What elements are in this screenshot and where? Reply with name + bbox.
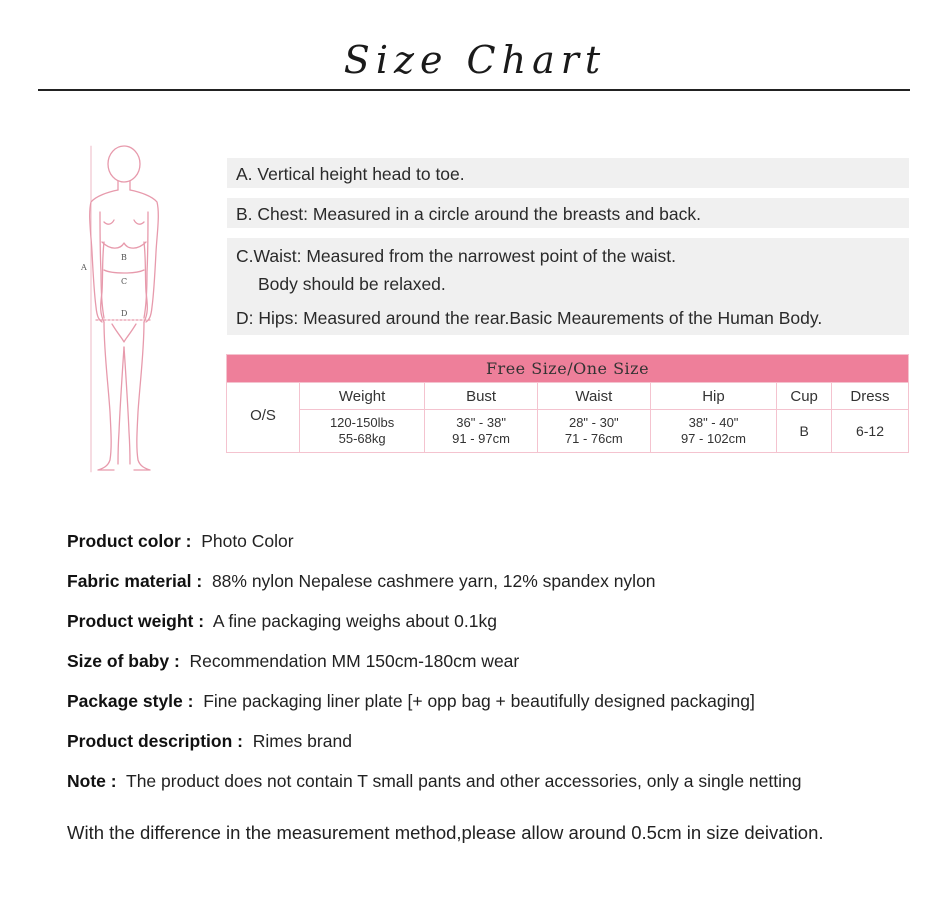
spec-package-style	[67, 691, 755, 712]
cell-dress: 6-12	[831, 410, 908, 453]
spec-label: Product weight :	[67, 611, 205, 631]
spec-size-of-baby	[67, 651, 519, 672]
desc-c-text: C.Waist: Measured from the narrowest point of the waist.	[236, 246, 676, 266]
spec-value: Rimes brand	[252, 731, 352, 751]
spec-label: Fabric material :	[67, 571, 203, 591]
col-header-weight: Weight	[300, 383, 425, 410]
col-header-cup: Cup	[777, 383, 832, 410]
spec-fabric-material	[67, 571, 656, 592]
size-row-label: O/S	[227, 383, 300, 453]
label-a: A	[81, 263, 87, 272]
spec-note	[67, 771, 801, 792]
cell-hip-in: 38" - 40"	[688, 415, 739, 430]
measurement-disclaimer: With the difference in the measurement method,please allow around 0.5cm in size deivation.	[67, 822, 824, 843]
desc-waist-hips	[227, 238, 909, 335]
spec-value: A fine packaging weighs about 0.1kg	[212, 611, 497, 631]
col-header-waist: Waist	[537, 383, 650, 410]
cell-hip	[650, 410, 777, 453]
spec-value: 88% nylon Nepalese cashmere yarn, 12% spandex nylon	[211, 571, 656, 591]
spec-value: Fine packaging liner plate [+ opp bag + beautifully designed packaging]	[203, 691, 755, 711]
label-b: B	[121, 253, 127, 262]
spec-value: The product does not contain T small pants and other accessories, only a single netting	[126, 771, 802, 791]
cell-weight	[300, 410, 425, 453]
cell-bust-cm: 91 - 97cm	[452, 431, 510, 446]
spec-product-description	[67, 731, 352, 752]
spec-product-color	[67, 531, 294, 552]
spec-label: Size of baby :	[67, 651, 180, 671]
spec-label: Product color :	[67, 531, 192, 551]
col-header-dress: Dress	[831, 383, 908, 410]
page-title: Size Chart	[343, 38, 607, 82]
col-header-hip: Hip	[650, 383, 777, 410]
size-table	[226, 354, 909, 453]
cell-weight-kg: 55-68kg	[338, 431, 386, 446]
desc-chest	[227, 198, 909, 228]
desc-c-subtext: Body should be relaxed.	[258, 274, 446, 294]
cell-bust-in: 36" - 38"	[456, 415, 506, 430]
cell-cup: B	[777, 410, 832, 453]
cell-waist-cm: 71 - 76cm	[564, 431, 623, 446]
label-c: C	[121, 277, 128, 286]
col-header-bust: Bust	[425, 383, 538, 410]
desc-b-text: B. Chest: Measured in a circle around the breasts and back.	[236, 204, 701, 224]
cell-hip-cm: 97 - 102cm	[680, 431, 746, 446]
spec-label: Note :	[67, 771, 117, 791]
desc-a-text: A. Vertical height head to toe.	[236, 164, 465, 184]
spec-product-weight	[67, 611, 497, 632]
spec-label: Product description :	[67, 731, 243, 751]
cell-weight-lbs: 120-150lbs	[329, 415, 395, 430]
title-divider	[38, 89, 910, 91]
label-d: D	[121, 309, 128, 318]
cell-waist	[537, 410, 650, 453]
desc-vertical-height	[227, 158, 909, 188]
cell-bust	[425, 410, 538, 453]
size-table-heading: Free Size/One Size	[227, 355, 909, 383]
cell-waist-in: 28" - 30"	[568, 415, 619, 430]
spec-value: Recommendation MM 150cm-180cm wear	[189, 651, 520, 671]
desc-d-text: D: Hips: Measured around the rear.Basic Meaurements of the Human Body.	[236, 308, 823, 328]
spec-value: Photo Color	[201, 531, 294, 551]
body-figure-illustration	[78, 142, 178, 477]
spec-label: Package style :	[67, 691, 194, 711]
